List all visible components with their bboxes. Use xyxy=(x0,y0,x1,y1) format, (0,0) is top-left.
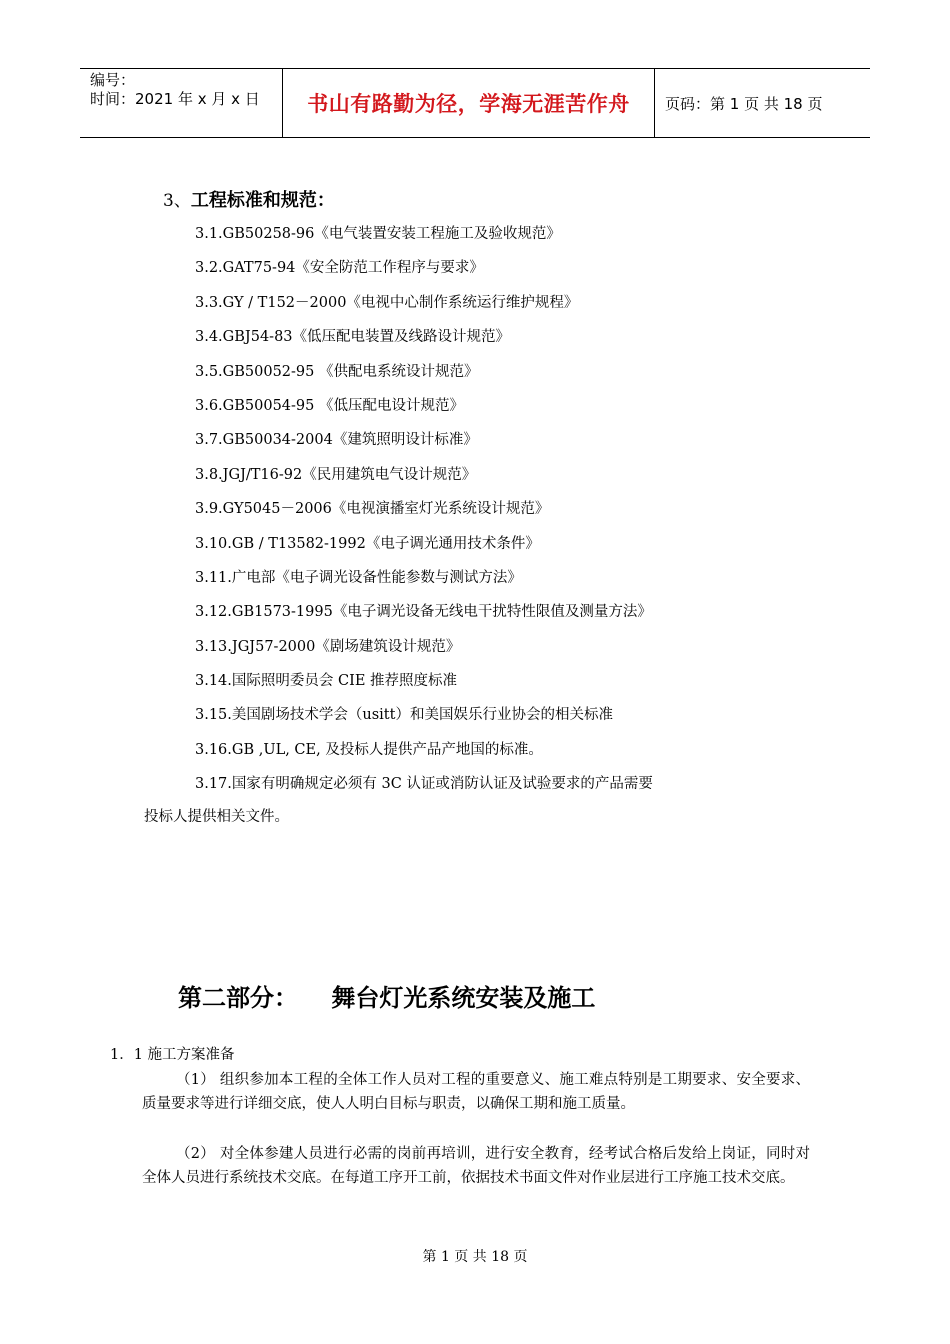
standard-item: 3.7.GB50034-2004《建筑照明设计标准》 xyxy=(195,432,478,449)
standard-item: 3.13.JGJ57-2000《剧场建筑设计规范》 xyxy=(195,638,461,655)
standard-item: 3.15.美国剧场技术学会（usitt）和美国娱乐行业协会的相关标准 xyxy=(195,707,613,724)
header-page-info: 页码：第 1 页 共 18 页 xyxy=(665,94,823,113)
section-title: 工程标准和规范： xyxy=(190,190,335,211)
standard-item: 3.11.广电部《电子调光设备性能参数与测试方法》 xyxy=(195,569,522,586)
paragraph: （1） 组织参加本工程的全体工作人员对工程的重要意义、施工难点特别是工期要求、安全要求、质量要求等进行详细交底，使人人明白目标与职责，以确保工期和施工质量。 xyxy=(142,1072,810,1112)
standard-item: 3.3.GY / T152－2000《电视中心制作系统运行维护规程》 xyxy=(195,294,579,311)
header-time: 时间：2021 年 x 月 x 日 xyxy=(90,90,260,108)
section-number: 3、 xyxy=(163,191,191,211)
standard-item-continuation: 投标人提供相关文件。 xyxy=(144,809,289,825)
standards-list xyxy=(195,222,653,807)
standard-item: 3.6.GB50054-95 《低压配电设计规范》 xyxy=(195,397,464,414)
standard-item: 3.9.GY5045－2006《电视演播室灯光系统设计规范》 xyxy=(195,501,550,518)
standard-item: 3.17.国家有明确规定必须有 3C 认证或消防认证及试验要求的产品需要 xyxy=(195,776,653,793)
standard-item: 3.1.GB50258-96《电气装置安装工程施工及验收规范》 xyxy=(195,226,561,242)
standard-item: 3.2.GAT75-94《安全防范工作程序与要求》 xyxy=(195,260,484,277)
section-heading xyxy=(163,186,335,212)
standard-item: 3.14.国际照明委员会 CIE 推荐照度标准 xyxy=(195,673,458,690)
standard-item: 3.16.GB ,UL, CE, 及投标人提供产品产地国的标准。 xyxy=(195,741,543,758)
standard-item: 3.10.GB / T13582-1992《电子调光通用技术条件》 xyxy=(195,535,540,552)
header-meta xyxy=(80,69,282,137)
standard-item: 3.12.GB1573-1995《电子调光设备无线电干扰特性限值及测量方法》 xyxy=(195,604,652,621)
header-motto: 书山有路勤为径，学海无涯苦作舟 xyxy=(282,69,655,137)
standard-item: 3.5.GB50052-95 《供配电系统设计规范》 xyxy=(195,363,479,380)
standard-item: 3.8.JGJ/T16-92《民用建筑电气设计规范》 xyxy=(195,466,477,483)
subsection-heading: 1．1 施工方案准备 xyxy=(110,1047,235,1063)
standard-item: 3.4.GBJ54-83《低压配电装置及线路设计规范》 xyxy=(195,329,511,346)
page-header xyxy=(80,68,870,138)
header-number: 编号： xyxy=(90,71,136,89)
part-title: 第二部分： 舞台灯光系统安装及施工 xyxy=(178,984,596,1012)
paragraph: （2） 对全体参建人员进行必需的岗前再培训，进行安全教育，经考试合格后发给上岗证，同时对全体人员进行系统技术交底。在每道工序开工前，依据技术书面文件对作业层进行工序施工技术交底。 xyxy=(142,1146,810,1186)
page-footer: 第 1 页 共 18 页 xyxy=(422,1249,528,1265)
